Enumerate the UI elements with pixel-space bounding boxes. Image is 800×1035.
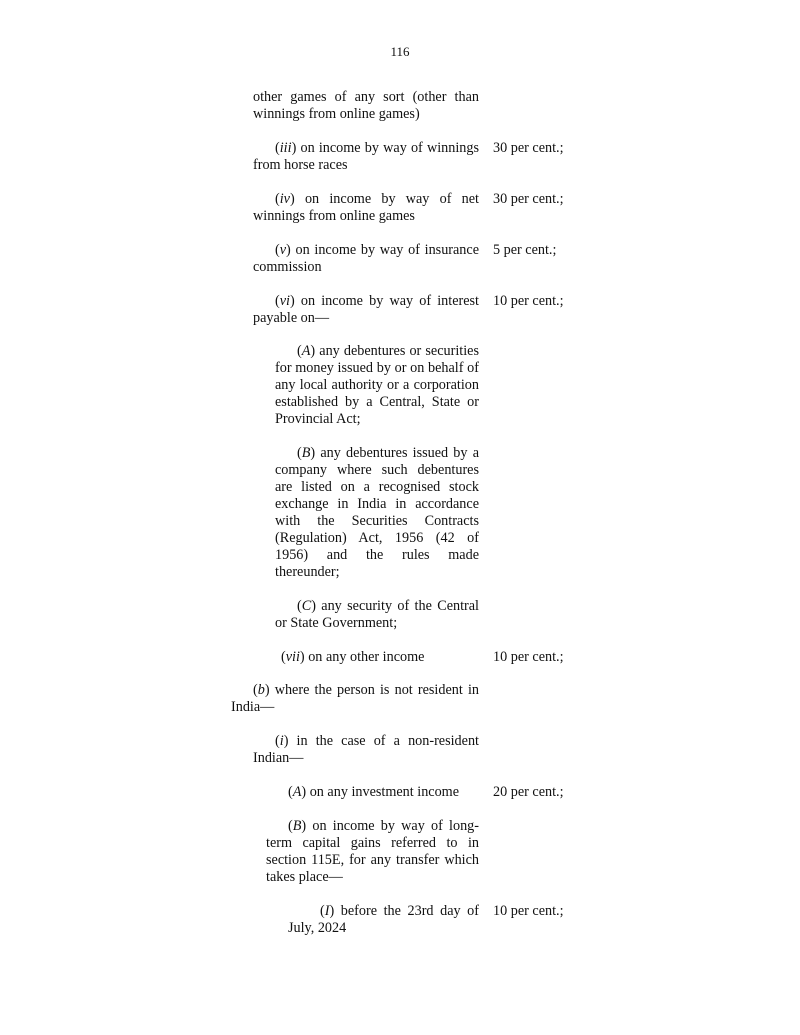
subclause-vi-a: (A) any debentures or securities for money issued by or on behalf of any local authority or a corporation established by a Central, State or Provincial Act; [275, 343, 479, 427]
clause-marker: B [301, 445, 311, 461]
clause-iii: (iii) on income by way of winnings from horse races [253, 140, 479, 173]
clause-text: before the 23rd day of July, 2024 [288, 903, 479, 936]
clause-text: where the person is not resident in India— [231, 682, 479, 715]
clause-text: in the case of a non-resident Indian— [253, 733, 479, 766]
rate-iv: 30 per cent.; [493, 191, 564, 207]
rate-b-i-b-i: 10 per cent.; [493, 903, 564, 919]
clause-vii: (vii) on any other income [281, 649, 425, 665]
rate-iii: 30 per cent.; [493, 140, 564, 156]
clause-marker: iii [279, 140, 292, 156]
clause-text: on any investment income [306, 784, 460, 800]
clause-text: on income by way of winnings from horse races [253, 140, 479, 173]
clause-marker: A [292, 784, 302, 800]
subclause-b-i: (i) in the case of a non-resident Indian— [253, 733, 479, 766]
clause-b: (b) where the person is not resident in India— [231, 682, 479, 715]
clause-v: (v) on income by way of insurance commission [253, 242, 479, 275]
page-number: 116 [390, 44, 410, 59]
clause-text: on any other income [304, 649, 425, 665]
clause-vi: (vi) on income by way of interest payable on— [253, 293, 479, 326]
clause-text: other games of any sort (other than winnings from online games) [253, 89, 479, 122]
rate-vi: 10 per cent.; [493, 293, 564, 309]
rate-v: 5 per cent.; [493, 242, 557, 258]
clause-marker: b [257, 682, 265, 698]
clause-marker: iv [279, 191, 290, 207]
clause-marker: B [292, 818, 302, 834]
clause-text: any security of the Central or State Government; [275, 598, 479, 631]
item-b-i-b: (B) on income by way of long-term capital gains referred to in section 115E, for any transfer which takes place— [266, 818, 479, 885]
clause-marker: vi [279, 293, 290, 309]
subclause-vi-c: (C) any security of the Central or State Government; [275, 598, 479, 631]
clause-continuation [253, 89, 479, 123]
clause-iv: (iv) on income by way of net winnings from online games [253, 191, 479, 224]
clause-marker: i [279, 733, 284, 749]
clause-text: on income by way of insurance commission [253, 242, 479, 275]
clause-marker: vii [285, 649, 300, 665]
clause-marker: I [324, 903, 330, 919]
clause-marker: A [301, 343, 311, 359]
clause-marker: C [301, 598, 312, 614]
item-b-i-b-i: (I) before the 23rd day of July, 2024 [288, 903, 479, 936]
clause-marker: v [279, 242, 287, 258]
clause-text: on income by way of interest payable on— [253, 293, 479, 326]
rate-vii: 10 per cent.; [493, 649, 564, 665]
clause-text: any debentures or securities for money issued by or on behalf of any local authority or a corporation established by a Central, State or Provincial Act; [275, 343, 479, 427]
subclause-vi-b: (B) any debentures issued by a company where such debentures are listed on a recognised stock exchange in India in accordance with the Securities Contracts (Regulation) Act, 1956 (42 of 1956) and the rules made thereunder; [275, 445, 479, 580]
clause-text: on income by way of long-term capital gains referred to in section 115E, for any transfer which takes place— [266, 818, 479, 885]
clause-text: any debentures issued by a company where such debentures are listed on a recognised stock exchange in India in accordance with the Securities Contracts (Regulation) Act, 1956 (42 of 1956) and the rules made thereunder; [275, 445, 479, 580]
item-b-i-a: (A) on any investment income [288, 784, 460, 800]
clause-text: on income by way of net winnings from online games [253, 191, 479, 224]
rate-b-i-a: 20 per cent.; [493, 784, 564, 800]
